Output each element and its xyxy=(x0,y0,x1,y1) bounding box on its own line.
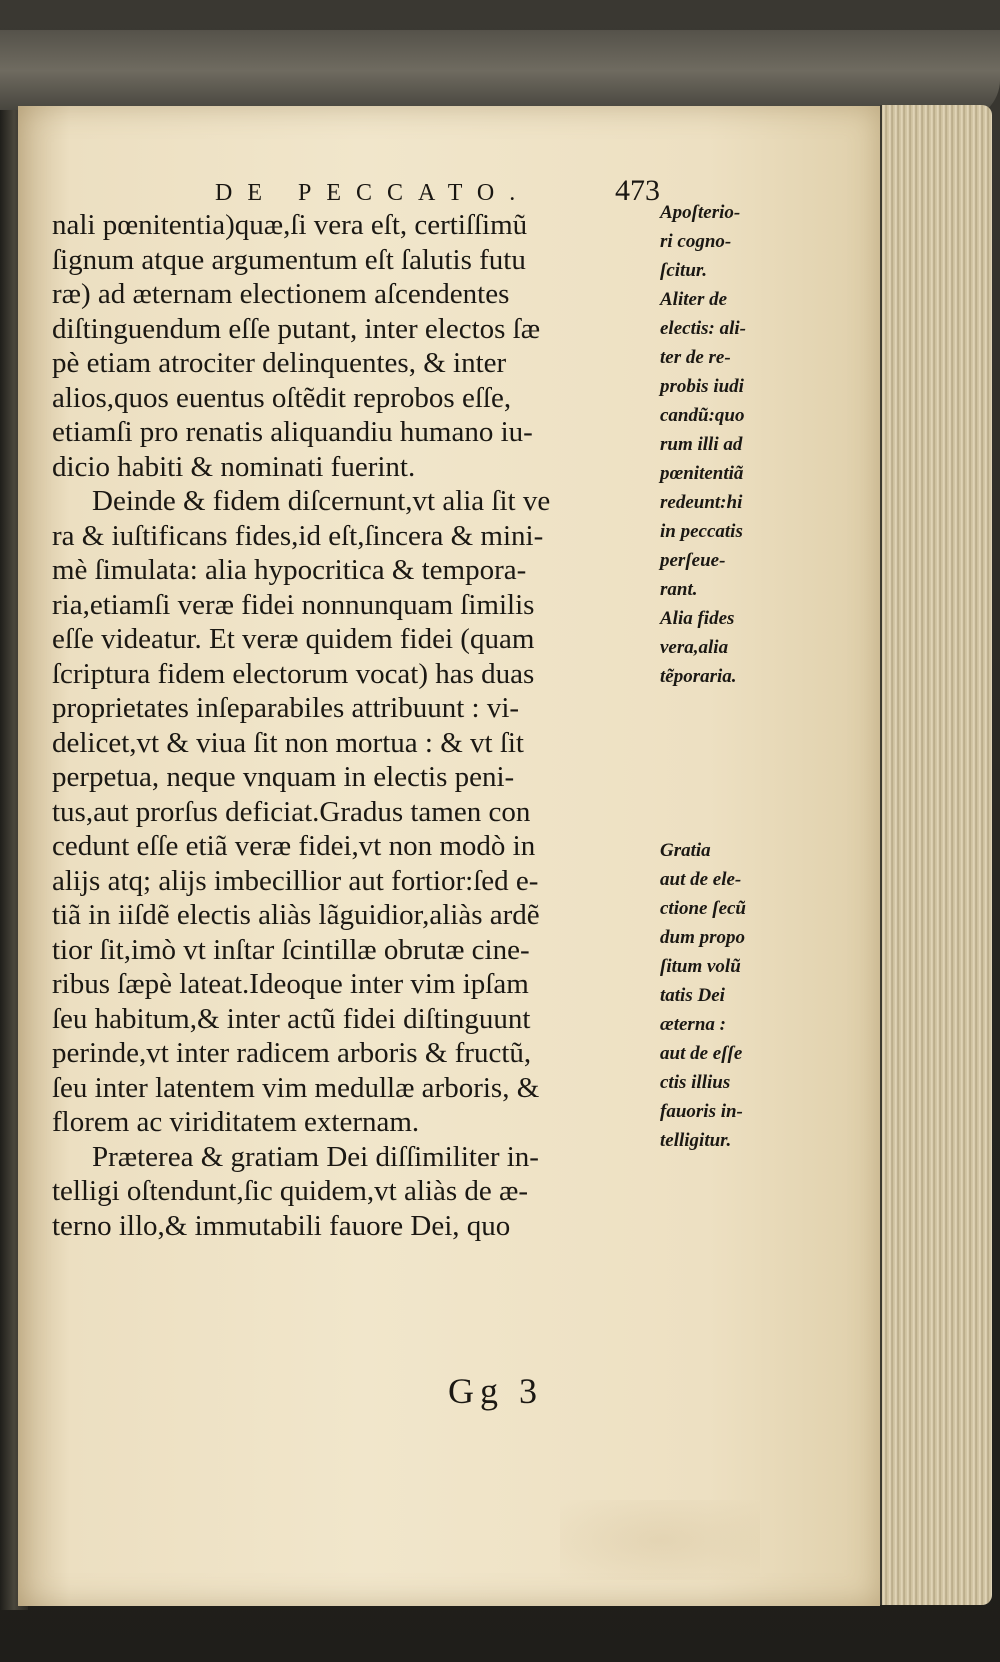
text-line: eſſe videatur. Et veræ quidem fidei (quam xyxy=(52,623,535,655)
page-number: 473 xyxy=(615,174,660,207)
text-line: terno illo,& immutabili fauore Dei, quo xyxy=(52,1209,511,1242)
text-line: telligi oſtendunt,ſic quidem,vt aliàs de æ- xyxy=(52,1175,528,1207)
margin-note-line: dum propo xyxy=(660,927,745,948)
body-text xyxy=(52,208,652,1243)
text-line: ræ) ad æternam electionem aſcendentes xyxy=(52,278,510,310)
margin-note-line: ctione ſecũ xyxy=(660,898,747,919)
margin-note-line: Aliter de xyxy=(660,289,728,310)
margin-note-line: redeunt:hi xyxy=(660,492,743,513)
text-line: Deinde & fidem diſcernunt,vt alia ſit ve xyxy=(92,485,551,517)
text-line: perinde,vt inter radicem arboris & fructũ, xyxy=(52,1037,532,1069)
margin-note-line: ſitum volũ xyxy=(660,956,741,977)
running-title: DE PECCATO. xyxy=(215,180,531,206)
text-line: Præterea & gratiam Dei diſſimiliter in- xyxy=(92,1140,539,1173)
margin-note-line xyxy=(660,749,820,778)
text-line: tus,aut prorſus deficiat.Gradus tamen con xyxy=(52,795,531,828)
margin-note-line: vera,alia xyxy=(660,637,729,658)
margin-note-line: tẽporaria. xyxy=(660,666,737,687)
margin-note-line: Gratia xyxy=(660,840,711,861)
text-line: ſeu habitum,& inter actũ fidei diſtinguunt xyxy=(52,1002,531,1035)
text-line: dicio habiti & nominati fuerint. xyxy=(52,450,416,483)
margin-note-line xyxy=(660,807,820,836)
margin-note-line: ſcitur. xyxy=(660,260,707,281)
text-line: alios,quos euentus oſtẽdit reprobos eſſe, xyxy=(52,381,512,414)
margin-note-line: fauoris in- xyxy=(660,1101,743,1122)
margin-note-line: tatis Dei xyxy=(660,985,725,1006)
margin-note-line: rant. xyxy=(660,579,698,600)
page-fore-edge xyxy=(880,105,992,1605)
margin-note-line: æterna : xyxy=(660,1014,726,1035)
text-line: mè ſimulata: alia hypocritica & tempora- xyxy=(52,554,527,586)
text-line: ribus ſæpè lateat.Ideoque inter vim ipſam xyxy=(52,968,529,1000)
margin-note-line: electis: ali- xyxy=(660,318,746,339)
margin-note-line: pœnitentiã xyxy=(660,463,744,484)
text-line: perpetua, neque vnquam in electis peni- xyxy=(52,761,515,793)
page-stain xyxy=(560,1500,760,1580)
text-line: ſeu inter latentem vim medullæ arboris, & xyxy=(52,1071,540,1104)
text-line: diſtinguendum eſſe putant, inter electos ſæ xyxy=(52,312,541,345)
signature-mark: Gg 3 xyxy=(448,1371,543,1411)
margin-note-line: aut de ele- xyxy=(660,869,742,890)
text-line: pè etiam atrociter delinquentes, & inter xyxy=(52,347,507,379)
margin-note-line: candũ:quo xyxy=(660,405,745,426)
text-line: ſcriptura fidem electorum vocat) has duas xyxy=(52,657,535,690)
text-line: alijs atq; alijs imbecillior aut fortior:ſed e- xyxy=(52,864,539,897)
text-line: delicet,vt & viua ſit non mortua : & vt ſit xyxy=(52,726,524,759)
margin-notes xyxy=(660,198,820,1155)
text-line: ria,etiamſi veræ fidei nonnunquam ſimilis xyxy=(52,588,535,621)
text-line: etiamſi pro renatis aliquandiu humano iu- xyxy=(52,416,533,448)
margin-note-line: ter de re- xyxy=(660,347,731,368)
margin-note-line: rum illi ad xyxy=(660,434,743,455)
margin-note-line: probis iudi xyxy=(660,376,744,397)
margin-note-line: ri cogno- xyxy=(660,231,732,252)
text-line: tior ſit,imò vt inſtar ſcintillæ obrutæ cine- xyxy=(52,933,530,966)
margin-note-line xyxy=(660,778,820,807)
margin-note-line: perſeue- xyxy=(660,550,726,571)
margin-note-line: Alia fides xyxy=(660,608,735,629)
margin-note-line: aut de eſſe xyxy=(660,1043,743,1064)
margin-note-line: telligitur. xyxy=(660,1130,732,1151)
text-line: florem ac viriditatem externam. xyxy=(52,1106,420,1138)
text-line: proprietates inſeparabiles attribuunt : vi- xyxy=(52,692,520,724)
margin-note-line: Apoſterio- xyxy=(660,202,741,223)
margin-note-line xyxy=(660,720,820,749)
text-line: nali pœnitentia)quæ,ſi vera eſt, certiſſimũ xyxy=(52,209,528,241)
margin-note-line xyxy=(660,691,820,720)
text-line: ra & iuſtificans fides,id eſt,ſincera & mini- xyxy=(52,519,544,552)
text-line: ſignum atque argumentum eſt ſalutis futu xyxy=(52,243,526,276)
margin-note-line: in peccatis xyxy=(660,521,743,542)
margin-note-line: ctis illius xyxy=(660,1072,731,1093)
text-line: cedunt eſſe etiã veræ fidei,vt non modò in xyxy=(52,830,536,862)
text-line: tiã in iiſdẽ electis aliàs lãguidior,aliàs ardẽ xyxy=(52,899,540,931)
